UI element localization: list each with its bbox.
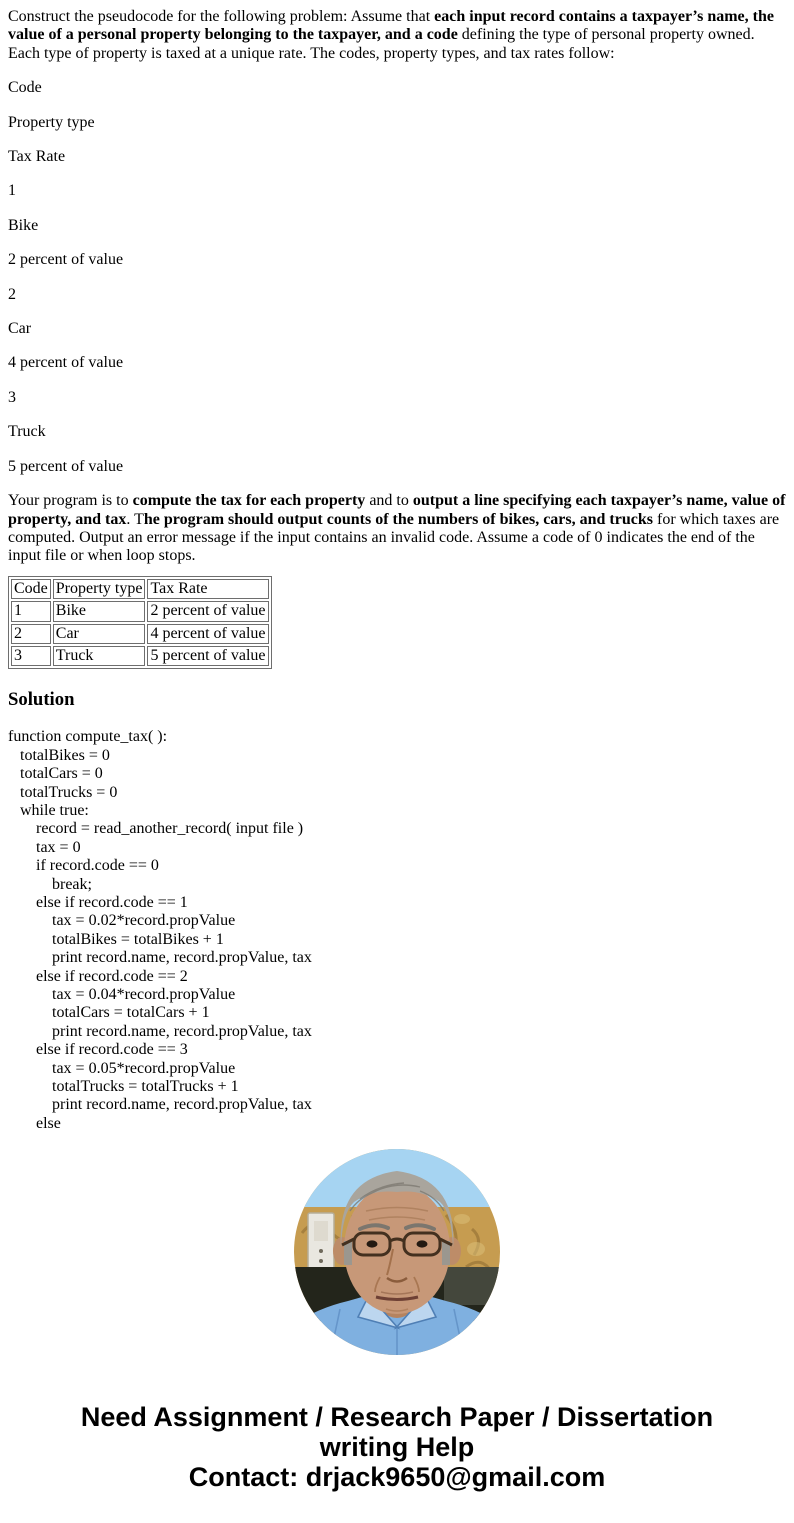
spec-line: Tax Rate xyxy=(8,148,66,166)
pseudocode-line: else xyxy=(8,1114,61,1132)
pseudocode-line: else if record.code == 1 xyxy=(8,894,188,911)
table-header-cell: Property type xyxy=(53,579,146,599)
promo-banner xyxy=(8,1402,786,1492)
program-bold-3: he program should output counts of the numbers of bikes, cars, and trucks xyxy=(143,510,653,528)
intro-text-1: Construct the pseudocode for the following problem: Assume that xyxy=(8,8,435,25)
table-row xyxy=(11,601,269,621)
table-cell: 5 percent of value xyxy=(147,646,268,666)
rates-table xyxy=(8,576,272,670)
table-header-row xyxy=(11,579,269,599)
banner-contact-line: Contact: drjack9650@gmail.com xyxy=(188,1462,606,1493)
program-text-1: Your program is to xyxy=(8,492,133,510)
pseudocode-line: tax = 0.02*record.propValue xyxy=(8,912,236,930)
table-cell: 3 xyxy=(11,646,51,666)
pseudocode-line: break; xyxy=(8,875,92,893)
pseudocode-line: totalTrucks = 0 xyxy=(8,783,118,801)
spec-line: 3 xyxy=(8,388,16,406)
spec-line: 1 xyxy=(8,182,16,200)
page xyxy=(8,8,786,1515)
program-text-3: . T xyxy=(126,510,144,528)
spec-line: Car xyxy=(8,320,32,338)
program-bold-1: compute the tax for each property xyxy=(132,492,366,510)
spec-line: Code xyxy=(8,79,42,97)
table-cell: 2 xyxy=(11,624,51,644)
pseudocode-line: totalCars = totalCars + 1 xyxy=(8,1004,210,1022)
table-cell: Bike xyxy=(53,601,146,621)
table-row xyxy=(11,646,269,666)
table-cell: 4 percent of value xyxy=(147,624,268,644)
spec-line: 5 percent of value xyxy=(8,457,124,475)
spec-line: 2 xyxy=(8,285,16,303)
intro-bold-text: each input record contains a taxpayer’s name, the value of a personal property belonging to the taxpayer, and a code xyxy=(8,8,774,44)
pseudocode-line: print record.name, record.propValue, tax xyxy=(8,949,312,967)
pseudocode-line: while true: xyxy=(8,801,89,819)
pseudocode-line: else if record.code == 3 xyxy=(8,1041,188,1059)
banner-heading-line-1: Need Assignment / Research Paper / Dissertation xyxy=(80,1402,714,1433)
table-cell: Truck xyxy=(53,646,146,666)
banner-heading-line-2: writing Help xyxy=(319,1432,475,1463)
pseudocode-line: else if record.code == 2 xyxy=(8,967,188,985)
pseudocode-line: tax = 0.05*record.propValue xyxy=(8,1059,236,1077)
pseudocode-line: totalBikes = totalBikes + 1 xyxy=(8,930,224,948)
spec-line: Truck xyxy=(8,423,46,441)
table-cell: 2 percent of value xyxy=(147,601,268,621)
program-text-4: for which taxes are computed. Output an error message if the input contains an invalid code. Assume a code of 0 indicates the end of the input file or when loop stops. xyxy=(8,510,780,565)
pseudocode-line: tax = 0.04*record.propValue xyxy=(8,986,236,1004)
pseudocode-line: record = read_another_record( input file ) xyxy=(8,820,304,838)
program-paragraph xyxy=(8,492,786,566)
table-cell: Car xyxy=(53,624,146,644)
avatar-container xyxy=(8,1149,786,1355)
table-row xyxy=(11,624,269,644)
document xyxy=(8,8,786,1492)
table-header-cell: Code xyxy=(11,579,51,599)
pseudocode-line: print record.name, record.propValue, tax xyxy=(8,1022,312,1040)
intro-paragraph xyxy=(8,8,786,63)
pseudocode-block xyxy=(8,728,786,1133)
table-cell: 1 xyxy=(11,601,51,621)
pseudocode-line: tax = 0 xyxy=(8,838,81,856)
solution-heading: Solution xyxy=(8,689,75,711)
intro-text-2: defining the type of personal property owned. Each type of property is taxed at a unique rate. The codes, property types, and tax rates follow: xyxy=(8,26,755,62)
table-header-cell: Tax Rate xyxy=(147,579,268,599)
tutor-avatar-image xyxy=(294,1149,500,1355)
spec-line: Property type xyxy=(8,113,95,131)
program-bold-2: output a line specifying each taxpayer’s name, value of property, and tax xyxy=(8,492,786,528)
pseudocode-line: totalBikes = 0 xyxy=(8,746,110,764)
pseudocode-line: function compute_tax( ): xyxy=(8,728,168,746)
spec-line: Bike xyxy=(8,216,39,234)
spec-line: 4 percent of value xyxy=(8,354,124,372)
pseudocode-line: if record.code == 0 xyxy=(8,857,159,875)
pseudocode-line: print record.name, record.propValue, tax xyxy=(8,1096,312,1114)
pseudocode-line: totalTrucks = totalTrucks + 1 xyxy=(8,1078,239,1096)
program-text-2: and to xyxy=(365,492,413,510)
spec-line: 2 percent of value xyxy=(8,251,124,269)
pseudocode-line: totalCars = 0 xyxy=(8,765,103,783)
